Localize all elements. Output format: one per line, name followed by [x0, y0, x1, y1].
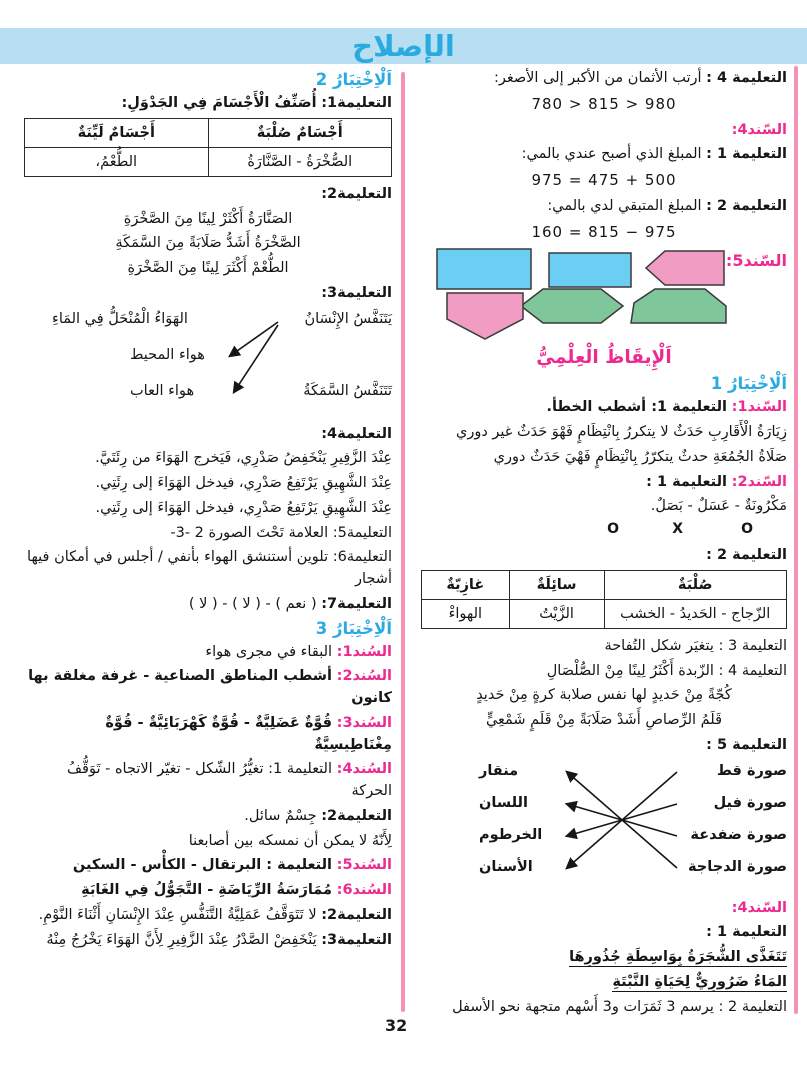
instruction-line: التعليمة6: تلوين أستنشق الهواء بأنفي / أجلس في أمكان فيها أشجار [27, 549, 392, 587]
instruction-label: التعليمة 1 : [706, 146, 787, 163]
pink-pentagon-shape [447, 293, 523, 339]
answer-text: أشطب المناطق الصناعية - غرفة مغلقة بها كانون [28, 668, 392, 706]
breath-item-ambient-air: هواء المحيط [130, 346, 205, 363]
left-column [24, 68, 392, 954]
answer-line [421, 221, 787, 245]
instruction-label: التعليمة 4 : [706, 70, 787, 86]
instruction-line [24, 806, 392, 828]
underlined-text: المَاءُ ضَرُورِيٌّ لِحَيَاةِ النَّبْتَةِ [612, 973, 787, 990]
shapes-exercise [421, 247, 787, 343]
answer-text: جِسْمٌ سائل. [244, 807, 317, 824]
sanad-label: السُند4: [336, 761, 392, 778]
instruction-label: التعليمة3: [321, 931, 392, 948]
instruction-label: التعليمة7: [321, 595, 392, 612]
ordering-answer: 780 > 815 > 980 [531, 94, 677, 113]
page-title: الإصلاح [352, 29, 455, 63]
answer-text: البقاء في مجرى هواء [205, 643, 333, 660]
instruction-label: التعليمة2: [321, 906, 392, 923]
table-cell: الصُّخْرَةُ - الصَّنَّارَةُ [208, 147, 392, 176]
table-cell: الزَّيْتُ [509, 599, 604, 628]
underlined-answer [421, 972, 787, 994]
sanad-label: السّند4: [731, 899, 787, 916]
underlined-answer [421, 947, 787, 969]
instruction-label: التعليمة 2 : [706, 197, 787, 214]
sanad-label: السّند1: [731, 399, 787, 416]
sanad-line [24, 642, 392, 664]
instruction-label: التعليمة 5 : [706, 736, 787, 753]
exam-title: اَلْاِخْتِبَارُ 1 [710, 374, 787, 394]
page-right-border [794, 66, 798, 1014]
instruction-text: المبلغ المتبقي لدي بالمي: [547, 197, 702, 214]
sanad-line [24, 713, 392, 757]
instruction-line [421, 735, 787, 757]
answer-text: التعليمة : البرتقال - الكأْس - السكين [72, 857, 333, 874]
sanad-label: السُند5: [336, 857, 392, 874]
instruction-line [421, 545, 787, 567]
table-cell: الهواءْ [422, 599, 510, 628]
breathing-matching-diagram [24, 308, 392, 420]
sanad-label: السُند1: [336, 643, 392, 660]
column-divider [401, 72, 405, 1012]
table-cell: الزّجاج - الحَديدُ - الخشب [604, 599, 787, 628]
sanad-line [421, 120, 787, 142]
answer-text: لا تَتَوَقَّفُ عَمَلِيَّةُ التَّنَفُّسِ عِنْدَ الإِنْسَانِ أَثْنَاءَ النَّوْمِ. [38, 906, 317, 923]
exam-title: اَلْاِخْتِبَارُ 2 [315, 70, 392, 89]
page-number: 32 [385, 1016, 408, 1035]
match-item-teeth: الأسنان [479, 858, 533, 875]
instruction-line [24, 930, 392, 952]
table-header-cell: أَجْسَامٌ لَيِّنَةٌ [25, 118, 209, 147]
blue-rectangle-shape [549, 253, 631, 287]
states-of-matter-table [421, 570, 787, 629]
match-item-frog: صورة ضفدعة [690, 826, 787, 843]
table-row [25, 147, 392, 176]
right-column [421, 68, 787, 1021]
table-header-row [422, 570, 787, 599]
answer-sentence: الصَّخْرَةُ أَشَدُّ صَلَابَةً مِنَ السَّمَكَةِ [115, 235, 301, 252]
breath-item-fish: تَتَنَفَّسُ السَّمَكَةُ [303, 382, 392, 399]
instruction-label: التعليمة 2 : [706, 547, 787, 563]
answer-line [421, 169, 787, 193]
answer-text: قُوَّةٌ عَضَلِيَّةٌ - قُوَّةٌ كَهْرَبَائِيَّةٌ - قُوَّةٌ مِغْنَاطِيسِيَّةٌ [105, 714, 392, 753]
sanad-label: السُند6: [336, 882, 392, 898]
sum-answer: 975 = 475 + 500 [531, 171, 677, 189]
match-item-elephant: صورة فيل [713, 794, 787, 811]
instruction-line [421, 922, 787, 944]
answer-text: ( نعم ) - ( لا ) - ( لا ) [188, 595, 317, 612]
underlined-text: تَتَغَذَّى الشُّجَرَةُ بِوَاسِطَةِ جُذُورِهَا [569, 949, 787, 965]
sanad-line [421, 898, 787, 920]
sanad-line [421, 397, 787, 419]
green-trapezoid-shape [631, 289, 726, 323]
answer-text: مُمَارَسَةُ الرِّيَاضَةِ - التَّجَوُّلُ فِي الغَابَةِ [81, 882, 333, 898]
instruction-line [24, 283, 392, 305]
answer-text: يَنْخَفِضْ الصَّدْرُ عِنْدَ الزَّفِيرِ لِأَنَّ الهَوَاءَ يَخْرُجُ مِنْهُ [46, 931, 317, 948]
table-cell: الطُّعْمُ، [25, 147, 209, 176]
table-header-row [25, 118, 392, 147]
instruction-line [24, 93, 392, 115]
instruction-line [24, 594, 392, 616]
breath-item-dissolved-air: الهَوَاءُ الْمُنْحَلُّ فِي المَاءِ [52, 310, 188, 327]
instruction-line: التعليمة 3 : يتغيَر شكل التُفاحة [604, 637, 787, 654]
breath-item-air-option: هواء العاب [130, 382, 195, 399]
instruction-line: التعليمة5: العلامة تَحْتَ الصورة 2 -3- [170, 524, 392, 541]
table-header-cell: غازِيّةٌ [422, 570, 510, 599]
sanad-line [421, 472, 787, 494]
matching-arrows [24, 308, 392, 420]
instruction-text: التعليمة 1: أشطب الخطأ. [546, 399, 728, 416]
instruction-label: التعليمة2: [321, 185, 392, 202]
sanad-line [24, 855, 392, 877]
match-item-chicken: صورة الدجاجة [688, 858, 787, 875]
matching-arrows [421, 760, 787, 894]
sanad-label: السّند4: [731, 121, 787, 138]
answer-sentence: عِنْدَ الشَّهِيقِ يَرْتَفِعُ صَدْرِي، فيدخل الهَوَاءَ إلى رِئَتِي. [95, 475, 392, 491]
table-header-cell: صُلْبَةٌ [604, 570, 787, 599]
match-item-trunk: الخرطوم [479, 826, 543, 843]
sanad-line [24, 759, 392, 803]
table-header-cell: أَجْسَامٌ صُلْبَةٌ [208, 118, 392, 147]
instruction-line [421, 144, 787, 166]
answer-line [421, 93, 787, 117]
match-item-tongue: اللسان [479, 794, 528, 811]
match-item-beak: منقار [479, 762, 519, 779]
answer-sentence: الطُّعْمْ أَكْثَرَ لِينًا مِنَ الصَّخْرَةِ [127, 260, 289, 276]
instruction-line: التعليمة 2 : يرسم 3 ثَمَرَات و3 أَسْهم متجهة نحو الأسفل [452, 998, 787, 1015]
marks-row [421, 521, 787, 541]
instruction-label: التعليمة1: [321, 95, 392, 111]
answer-sentence: زِيَارَةُ الْأَقَارِبِ حَدَثٌ لا يتكررُ بِانْتِظَامٍ فَهْوَ حَدَثٌ غير دوري [455, 424, 787, 440]
match-item-cat: صورة قط [716, 762, 787, 779]
exam-title: اَلْاِخْتِبَارُ 3 [315, 618, 392, 638]
instruction-line [24, 424, 392, 446]
table-header-cell: سائِلَةٌ [509, 570, 604, 599]
green-hexagon-shape [521, 289, 623, 323]
pink-arrow-tag-shape [646, 251, 724, 285]
answer-sentence: قَلَمُ الرِّصاصِ أَشَدْ صَلَابَةً مِنْ قَلَمٍ شَمْعِيٍّ [485, 712, 723, 728]
answer-sentence: كُجّةً مِنْ حَديدٍ لها نفس صلابة كرةٍ مِنْ حَديدٍ [476, 687, 732, 704]
instruction-label: التعليمة4: [321, 425, 392, 442]
instruction-line [421, 196, 787, 218]
instruction-text: المبلغ الذي أصبح عندي بالمي: [521, 146, 702, 163]
mark-circle: O [607, 521, 619, 537]
answer-sentence: عِنْدَ الزَّفِيرِ يَنْخَفِضُ صَدْرِي، فَيَخرج الهَوَاءَ من رِئَتَيَّ. [95, 450, 392, 467]
sanad-label: السّند2: [731, 473, 787, 490]
difference-answer: 160 = 815 − 975 [531, 222, 677, 241]
subject-title: اَلْإِيقَاظُ الْعِلْمِيُّ [536, 347, 672, 369]
blue-rectangle-shape [437, 249, 531, 289]
sanad-line [24, 666, 392, 710]
instruction-text: أرتب الأثمان من الأكبر إلى الأصغر: [493, 70, 702, 86]
page-header-band [0, 28, 807, 64]
sanad-label: السُند3: [336, 714, 392, 731]
items-line: مَكْرُونَةٌ - عَسَلٌ - بَصَلٌ. [650, 498, 787, 515]
instruction-text: أُصَنِّفُ الْأَجْسَامَ فِي الجَدْوَلِ: [121, 95, 317, 111]
sanad-line [24, 880, 392, 902]
mark-cross: X [672, 521, 683, 537]
instruction-label: التعليمة 1 : [706, 924, 787, 941]
bodies-table [24, 118, 392, 177]
geometric-shapes-figure [429, 247, 731, 343]
sanad-label: السّند5: [725, 251, 787, 271]
answer-sentence: عِنْدَ الشَّهِيقِ يَرْتَفِعُ صَدْرِي، فيدخل الهَوَاءَ إلى رِئَتِي. [95, 499, 392, 516]
instruction-text: التعليمة 1 : [646, 473, 728, 490]
answer-sentence: الصَنَّارَةُ أَكْثَرْ لِينًا مِنَ الصَّخْرَةِ [123, 210, 293, 227]
instruction-label: التعليمة3: [321, 284, 392, 301]
answer-sentence: لِأَنّهُ لا يمكن أن نمسكه بين أصابعنا [188, 832, 392, 849]
breath-item-human: يَتَنَفَّسُ الإِنْسَانُ [304, 310, 392, 327]
animal-matching-diagram [421, 760, 787, 894]
mark-circle: O [741, 521, 753, 537]
table-row [422, 599, 787, 628]
answer-text: التعليمة 1: تغيُّرُ الشّكل - تغيّر الاتجاه - تَوَقُّفُ الحركة [67, 761, 392, 799]
instruction-line [421, 68, 787, 90]
instruction-line [24, 184, 392, 206]
sanad-label: السُند2: [336, 668, 392, 685]
instruction-line [24, 905, 392, 927]
answer-sentence: صَلَاةُ الجُمُعَةِ حدثٌ يتكرّرُ بِانْتِظَامٍ فَهْيَ حَدَثٌ دوري [493, 448, 787, 465]
instruction-line: التعليمة 4 : الزّبدة أَكْثَرُ لِينًا مِنْ الصُّلْصَالِ [546, 662, 787, 679]
instruction-label: التعليمة2: [321, 807, 392, 824]
